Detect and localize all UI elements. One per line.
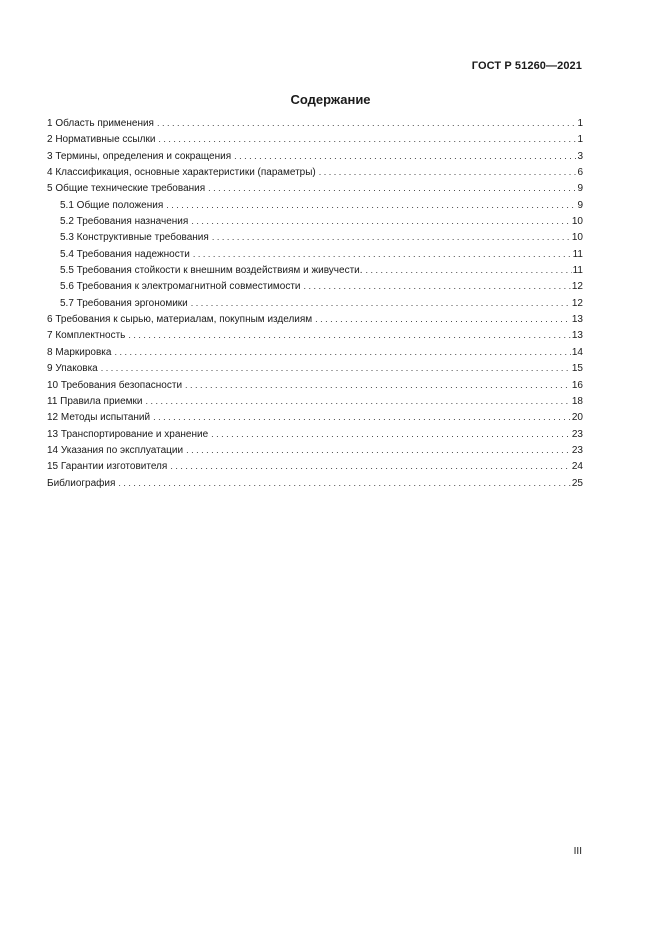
toc-subentry[interactable] — [47, 229, 583, 245]
toc-entry-title: 12 Методы испытаний — [47, 412, 151, 424]
dot-leader — [191, 295, 571, 311]
page-title: Содержание — [290, 92, 371, 107]
dot-leader — [319, 164, 577, 180]
toc-entry-page: 16 — [571, 379, 583, 391]
toc-entry[interactable] — [47, 458, 583, 474]
dot-leader — [146, 393, 571, 409]
toc-entry[interactable] — [47, 148, 583, 164]
toc-entry-title: 9 Упаковка — [47, 363, 98, 375]
toc-entry-title: 5.7 Требования эргономики — [60, 297, 188, 309]
toc-entry-title: 10 Требования безопасности — [47, 379, 183, 391]
toc-entry[interactable] — [47, 180, 583, 196]
toc-entry-title: 13 Транспортирование и хранение — [47, 428, 209, 440]
toc-entry-page: 20 — [571, 412, 583, 424]
toc-entry-page: 1 — [577, 134, 583, 146]
toc-subentry[interactable] — [47, 246, 583, 262]
dot-leader — [185, 377, 571, 393]
toc-entry-page: 6 — [577, 167, 583, 179]
toc-entry-title: 15 Гарантии изготовителя — [47, 461, 168, 473]
toc-entry-page: 23 — [571, 428, 583, 440]
dot-leader — [153, 409, 571, 425]
toc-entry-title: 5.3 Конструктивные требования — [60, 232, 209, 244]
toc-entry[interactable] — [47, 327, 583, 343]
dot-leader — [158, 131, 576, 147]
toc-subentry[interactable] — [47, 278, 583, 294]
toc-subentry[interactable] — [47, 197, 583, 213]
toc-entry-page: 12 — [571, 281, 583, 293]
toc-entry-title: 11 Правила приемки — [47, 395, 143, 407]
toc-entry-page: 9 — [577, 183, 583, 195]
toc-entry-title: 3 Термины, определения и сокращения — [47, 150, 232, 162]
dot-leader — [211, 426, 571, 442]
toc-entry[interactable] — [47, 475, 583, 491]
toc-entry-title: 4 Классификация, основные характеристики (параметры) — [47, 167, 316, 179]
toc-entry-page: 1 — [577, 118, 583, 129]
toc-entry-title: 8 Маркировка — [47, 346, 112, 358]
dot-leader — [186, 442, 571, 458]
dot-leader — [166, 197, 576, 213]
dot-leader — [193, 246, 572, 262]
toc-entry-page: 11 — [572, 248, 583, 260]
toc-entry-page: 3 — [577, 150, 583, 162]
toc-entry-page: 10 — [571, 232, 583, 244]
toc-entry-page: 10 — [571, 216, 583, 228]
dot-leader — [118, 475, 570, 491]
toc-entry-page: 15 — [571, 363, 583, 375]
toc-entry-page: 14 — [571, 346, 583, 358]
dot-leader — [234, 148, 576, 164]
dot-leader — [208, 180, 576, 196]
toc-entry[interactable] — [47, 377, 583, 393]
toc-entry[interactable] — [47, 393, 583, 409]
dot-leader — [212, 229, 571, 245]
dot-leader — [128, 327, 571, 343]
toc-entry-page: 25 — [571, 477, 583, 489]
toc-entry-title: 14 Указания по эксплуатации — [47, 444, 184, 456]
toc-entry-page: 11 — [572, 265, 583, 277]
toc-entry-page: 23 — [571, 444, 583, 456]
toc-entry-title: 5 Общие технические требования — [47, 183, 206, 195]
dot-leader — [366, 262, 572, 278]
toc-entry-page: 13 — [571, 314, 583, 326]
toc-entry-title: 5.6 Требования к электромагнитной совместимости — [60, 281, 301, 293]
toc-entry-title: 5.5 Требования стойкости к внешним воздействиям и живучести. — [60, 265, 363, 277]
toc-entry-page: 9 — [577, 199, 583, 211]
toc-subentry[interactable] — [47, 262, 583, 278]
toc-entry[interactable] — [47, 311, 583, 327]
dot-leader — [170, 458, 571, 474]
toc-entry-title: 6 Требования к сырью, материалам, покупным изделиям — [47, 314, 313, 326]
toc-entry-page: 24 — [571, 461, 583, 473]
toc-entry[interactable] — [47, 115, 583, 131]
toc-entry-page: 12 — [571, 297, 583, 309]
dot-leader — [101, 360, 571, 376]
dot-leader — [304, 278, 571, 294]
toc-entry-title: 5.1 Общие положения — [60, 199, 164, 211]
toc-subentry[interactable] — [47, 295, 583, 311]
toc-entry[interactable] — [47, 164, 583, 180]
toc-entry-page: 13 — [571, 330, 583, 342]
toc-entry[interactable] — [47, 360, 583, 376]
toc-entry-page: 18 — [571, 395, 583, 407]
document-number: ГОСТ Р 51260—2021 — [471, 60, 582, 72]
toc-entry[interactable] — [47, 409, 583, 425]
page-number-footer: III — [573, 846, 582, 857]
toc-entry-title: 5.2 Требования назначения — [60, 216, 189, 228]
toc-entry[interactable] — [47, 131, 583, 147]
dot-leader — [315, 311, 571, 327]
dot-leader — [157, 115, 576, 131]
toc-entry-title: 7 Комплектность — [47, 330, 126, 342]
toc-entry[interactable] — [47, 344, 583, 360]
toc-subentry[interactable] — [47, 213, 583, 229]
dot-leader — [191, 213, 571, 229]
toc-entry-title: Библиография — [47, 477, 116, 489]
toc-entry-title: 2 Нормативные ссылки — [47, 134, 156, 146]
dot-leader — [114, 344, 570, 360]
table-of-contents — [47, 115, 583, 491]
toc-entry-title: 5.4 Требования надежности — [60, 248, 190, 260]
toc-entry[interactable] — [47, 426, 583, 442]
toc-entry-title: 1 Область применения — [47, 118, 154, 129]
toc-entry[interactable] — [47, 442, 583, 458]
